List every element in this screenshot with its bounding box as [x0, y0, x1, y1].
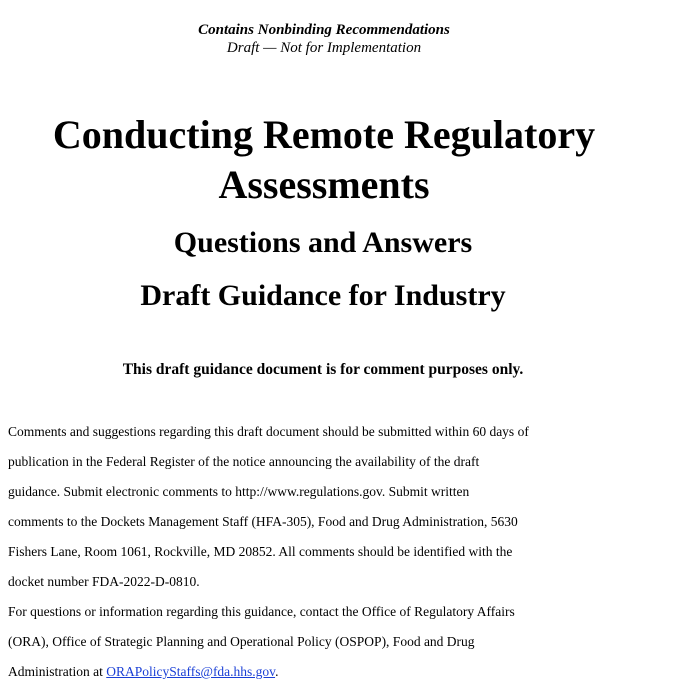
paragraph-line: publication in the Federal Register of the notice announcing the availability of the draft: [8, 454, 480, 469]
contact-paragraph: [8, 597, 608, 687]
paragraph-line: docket number FDA-2022-D-0810.: [8, 574, 200, 589]
comment-purposes-notice: This draft guidance document is for comment purposes only.: [122, 361, 524, 378]
nonbinding-notice: Contains Nonbinding Recommendations: [198, 22, 450, 38]
paragraph-line: Comments and suggestions regarding this draft document should be submitted within 60 days of: [8, 424, 529, 439]
document-header: [0, 21, 648, 57]
document-title: [0, 110, 648, 210]
subtitle-draft-guidance: Draft Guidance for Industry: [140, 279, 506, 312]
title-line-1: Conducting Remote Regulatory: [52, 112, 596, 157]
comments-paragraph: [8, 417, 608, 597]
paragraph-line: Fishers Lane, Room 1061, Rockville, MD 20852. All comments should be identified with the: [8, 544, 513, 559]
contact-email-link[interactable]: ORAPolicyStaffs@fda.hhs.gov: [106, 664, 276, 679]
draft-notice: Draft — Not for Implementation: [226, 40, 422, 56]
contact-prefix: Administration at: [8, 664, 107, 679]
paragraph-line: For questions or information regarding this guidance, contact the Office of Regulatory Affairs: [8, 604, 515, 619]
title-line-2: Assessments: [218, 162, 430, 207]
subtitle-questions-answers: Questions and Answers: [173, 226, 473, 259]
paragraph-line: [8, 657, 608, 687]
paragraph-line: comments to the Dockets Management Staff (HFA-305), Food and Drug Administration, 5630: [8, 514, 518, 529]
paragraph-line: (ORA), Office of Strategic Planning and Operational Policy (OSPOP), Food and Drug: [8, 634, 475, 649]
paragraph-line: guidance. Submit electronic comments to http://www.regulations.gov. Submit written: [8, 484, 470, 499]
contact-suffix: .: [275, 664, 279, 679]
